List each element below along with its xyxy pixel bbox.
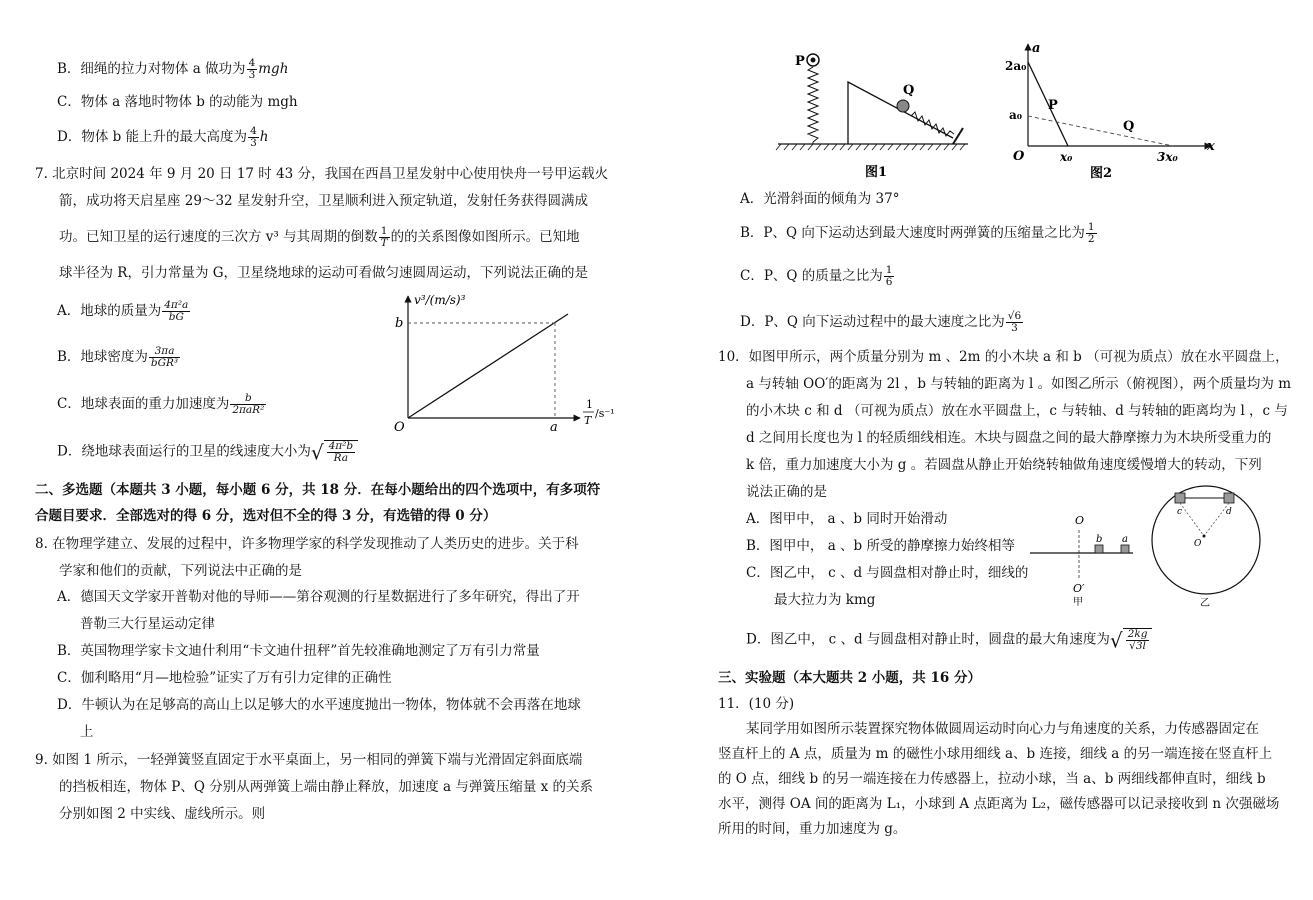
q10-line-5: k 倍，重力加速度大小为 g 。若圆盘从静止开始绕转轴做角速度缓慢增大的转动，下列: [746, 457, 1262, 473]
figure-jia: [1028, 512, 1138, 607]
fraction: $\frac{1}{T}$: [380, 225, 388, 249]
figure-1: [773, 46, 973, 181]
q11-line-3: 的 O 点，细线 b 的另一端连接在力传感器上，拉动小球，当 a、b 两细线都伸直时，细线 b: [718, 771, 1266, 787]
square-root: √ $\frac{2kg}{√3l}$: [1110, 628, 1153, 652]
label-a0: a₀: [1009, 108, 1023, 122]
object-q: [897, 100, 909, 112]
q10-option-d: D．图乙中， c 、d 与圆盘相对静止时，圆盘的最大角速度为√ $\frac{2kg}{√3l}$: [746, 628, 1152, 652]
q7-line-3: 功。已知卫星的运行速度的三次方 v³ 与其周期的倒数 $\frac{1}{T}$ 的的关系图像如图所示。已知地: [59, 225, 580, 249]
label-d: d: [1226, 507, 1232, 517]
q8-option-d-line-2: 上: [80, 724, 94, 740]
q10-line-4: d 之间用长度也为 l 的轻质细线相连。木块与圆盘之间的最大静摩擦力为木块所受重力的: [746, 430, 1272, 446]
q6-option-c: C．物体 a 落地时物体 b 的动能为 mgh: [57, 94, 298, 110]
q6-option-b: B．细绳的拉力对物体 a 做功为 $\frac{4}{3}$ mgh: [57, 57, 289, 81]
q10-line-3: 的小木块 c 和 d （可视为质点）放在水平圆盘上，c 与转轴、d 与转轴的距离均为 l ，c 与: [746, 403, 1288, 419]
label-b: b: [1096, 534, 1103, 545]
x-label-num: 1: [586, 398, 593, 411]
q8-option-b: B．英国物理学家卡文迪什利用“卡文迪什扭秤”首先较准确地测定了万有引力常量: [57, 643, 540, 659]
fraction: $\frac{√6}{3}$: [1007, 310, 1022, 334]
y-axis-label: v³/(m/s)³: [414, 293, 466, 307]
fraction: $\frac{b}{\text{2πaR²}}$: [232, 392, 265, 416]
label-p: P: [795, 54, 805, 69]
label-2a0: 2a₀: [1005, 59, 1027, 73]
q10-option-a: A．图甲中， a 、b 同时开始滑动: [746, 511, 948, 527]
q10-line-2: a 与转轴 OO′的距离为 2l ，b 与转轴的距离为 l 。如图乙所示（俯视图），两个质量均为 m: [746, 376, 1291, 392]
label-origin: O: [1013, 149, 1025, 164]
fraction: $\frac{3\pi a}{\text{bGR³}}$: [150, 345, 179, 369]
q11-line-2: 竖直杆上的 A 点，质量为 m 的磁性小球用细线 a、b 连接，细线 a 的另一端连接在竖直杆上: [718, 746, 1273, 762]
stopper-plate: [953, 128, 963, 144]
label-q: Q: [903, 83, 915, 98]
q7-option-b: B．地球密度为 $\frac{3\pi a}{\text{bGR³}}$: [57, 345, 179, 369]
b-label: b: [395, 316, 404, 331]
figure-2-caption: 图2: [1090, 166, 1113, 181]
block-d: [1224, 493, 1234, 503]
fraction: $\frac{1}{6}$: [885, 264, 893, 288]
q10-line-6: 说法正确的是: [746, 484, 827, 500]
q8-line-1: 8. 在物理学建立、发展的过程中，许多物理学家的科学发现推动了人类历史的进步。关于科: [35, 536, 579, 552]
label-a: a: [1122, 534, 1128, 545]
label-x0: x₀: [1060, 150, 1073, 164]
figure-yi: [1146, 484, 1268, 609]
q6-option-d: D．物体 b 能上升的最大高度为 $\frac{4}{3}$ h: [57, 125, 269, 149]
fraction: $\frac{\text{4π²a}}{bG}$: [164, 299, 189, 323]
q8-option-a-line-2: 普勒三大行星运动定律: [80, 616, 215, 632]
q9-line-2: 的挡板相连，物体 P、Q 分别从两弹簧上端由静止释放，加速度 a 与弹簧压缩量 x 的关系: [59, 779, 594, 795]
x-axis-label: x: [1207, 139, 1215, 154]
q11-line-5: 所用的时间，重力加速度为 g。: [718, 821, 907, 837]
block-a: [1121, 545, 1129, 553]
label-q: Q: [1123, 119, 1135, 134]
x-label-den: T: [584, 414, 592, 427]
q10-line-1: 10．如图甲所示，两个质量分别为 m 、2m 的小木块 a 和 b （可视为质点）放在水平圆盘上，: [718, 349, 1289, 365]
label-o: O: [1194, 539, 1202, 549]
q11-heading: 11．(10 分): [718, 696, 795, 712]
label-o: O: [1075, 514, 1085, 527]
label-p: P: [1048, 98, 1058, 113]
q9-line-1: 9. 如图 1 所示，一轻弹簧竖直固定于水平桌面上，另一相同的弹簧下端与光滑固定斜面底端: [35, 752, 583, 768]
q9-option-b: B．P、Q 向下运动达到最大速度时两弹簧的压缩量之比为 $\frac{1}{2}$: [740, 221, 1095, 245]
incline-spring: [911, 112, 954, 136]
a-label: a: [550, 420, 558, 435]
label-3x0: 3x₀: [1157, 150, 1178, 164]
q7-option-c: C．地球表面的重力加速度为 $\frac{b}{\text{2πaR²}}$: [57, 392, 265, 416]
q7-line-2: 箭，成功将天启星座 29～32 星发射升空，卫星顺利进入预定轨道，发射任务获得圆满成: [59, 193, 588, 209]
q10-option-b: B．图甲中， a 、b 所受的静摩擦力始终相等: [746, 538, 1015, 554]
figure-2: [1003, 40, 1218, 182]
vertical-spring: [808, 67, 818, 142]
origin-label: O: [394, 420, 405, 435]
block-b: [1095, 545, 1103, 553]
section-2-title-line-2: 合题目要求．全部选对的得 6 分，选对但不全的得 3 分，有选错的得 0 分）: [35, 508, 497, 524]
q7-option-a: A．地球的质量为 $\frac{\text{4π²a}}{bG}$: [57, 299, 189, 323]
q9-option-a: A．光滑斜面的倾角为 37°: [740, 191, 900, 207]
incline: [848, 82, 953, 144]
q9-line-3: 分别如图 2 中实线、虚线所示。则: [59, 806, 266, 822]
q7-line-4: 球半径为 R，引力常量为 G，卫星绕地球的运动可看做匀速圆周运动，下列说法正确的是: [59, 265, 589, 281]
graph-line: [408, 314, 568, 418]
label-o-prime: O′: [1073, 582, 1085, 595]
q8-option-c: C．伽利略用“月—地检验”证实了万有引力定律的正确性: [57, 670, 392, 686]
figure-jia-caption: 甲: [1073, 597, 1083, 607]
section-3-title: 三、实验题（本大题共 2 小题，共 16 分）: [718, 670, 981, 686]
q7-line-1: 7. 北京时间 2024 年 9 月 20 日 17 时 43 分，我国在西昌卫星发射中心使用快舟一号甲运载火: [35, 166, 609, 182]
q10-option-c-line-1: C．图乙中， c 、d 与圆盘相对静止时，细线的: [746, 565, 1029, 581]
q9-option-c: C．P、Q 的质量之比为 $\frac{1}{6}$: [740, 264, 893, 288]
fraction: $\frac{4}{3}$: [250, 125, 257, 149]
a-axis-label: a: [1032, 41, 1041, 56]
figure-yi-caption: 乙: [1200, 598, 1210, 609]
q10-option-c-line-2: 最大拉力为 kmg: [774, 592, 876, 608]
figure-1-caption: 图1: [865, 165, 888, 180]
label-c: c: [1177, 507, 1183, 517]
q8-option-d-line-1: D．牛顿认为在足够高的高山上以足够大的水平速度抛出一物体，物体就不会再落在地球: [57, 697, 581, 713]
q11-line-4: 水平，测得 OA 间的距离为 L₁，小球到 A 点距离为 L₂，磁传感器可以记录接收到 n 次强磁场: [718, 796, 1280, 812]
section-2-title-line-1: 二、多选题（本题共 3 小题，每小题 6 分，共 18 分．在每小题给出的四个选项中，有多项符: [35, 482, 601, 498]
fraction: $\frac{4}{3}$: [248, 57, 256, 81]
q8-line-2: 学家和他们的贡献，下列说法中正确的是: [59, 563, 302, 579]
q8-option-a-line-1: A．德国天文学家开普勒对他的导师——第谷观测的行星数据进行了多年研究，得出了开: [57, 589, 580, 605]
square-root: √ $\frac{\text{4π²b}}{Ra}$: [311, 440, 358, 464]
x-axis-unit: /s⁻¹: [595, 407, 615, 420]
fraction: $\frac{1}{2}$: [1087, 221, 1095, 245]
line-q: [1028, 116, 1173, 146]
q7-option-d: D．绕地球表面运行的卫星的线速度大小为√ $\frac{\text{4π²b}}{Ra}$: [57, 440, 358, 464]
disk: [1152, 486, 1260, 594]
v3-vs-inverse-period-graph: [390, 290, 630, 435]
q9-option-d: D．P、Q 向下运动过程中的最大速度之比为 $\frac{√6}{3}$: [740, 310, 1022, 334]
block-c: [1175, 493, 1185, 503]
q11-line-1: 某同学用如图所示装置探究物体做圆周运动时向心力与角速度的关系，力传感器固定在: [746, 721, 1259, 737]
